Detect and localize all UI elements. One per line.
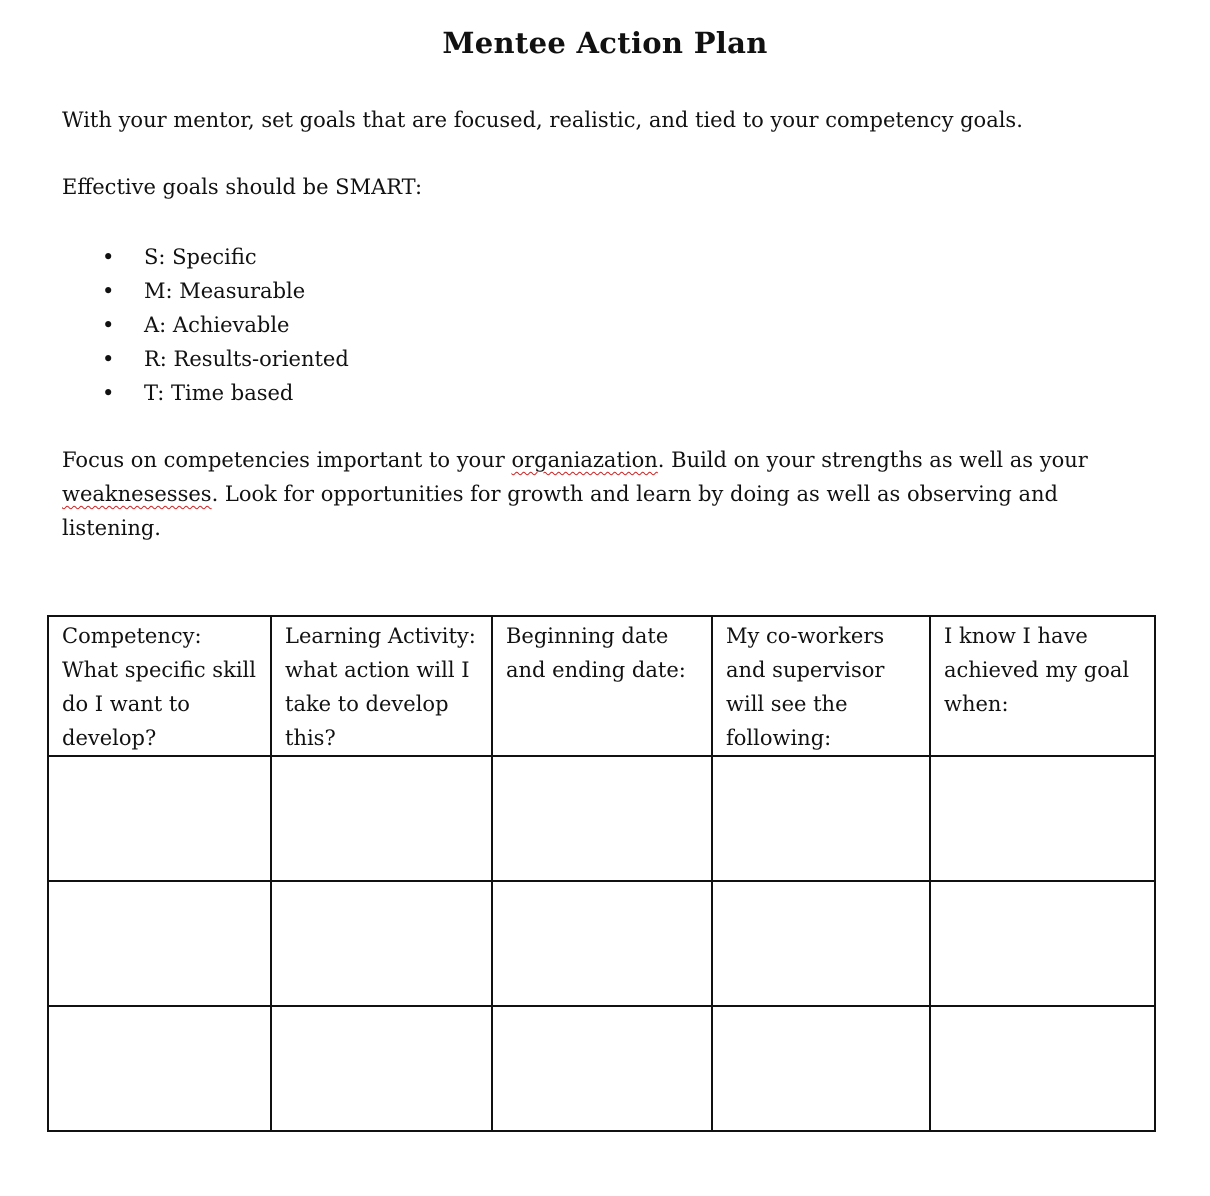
table-header-row — [48, 616, 1155, 756]
table-cell[interactable] — [48, 1006, 271, 1131]
smart-item-text: A: Achievable — [144, 313, 290, 337]
bullet-icon: • — [102, 347, 115, 371]
bullet-icon: • — [102, 313, 115, 337]
table-row — [48, 1006, 1155, 1131]
table-cell[interactable] — [48, 756, 271, 881]
misspelled-word[interactable]: weaknesesses — [62, 482, 212, 506]
table-cell[interactable] — [271, 756, 492, 881]
list-item — [100, 274, 349, 308]
table-cell[interactable] — [712, 1006, 930, 1131]
smart-item-text: T: Time based — [144, 381, 294, 405]
table-cell[interactable] — [712, 881, 930, 1006]
table-cell[interactable] — [48, 881, 271, 1006]
bullet-icon: • — [102, 381, 115, 405]
table-cell[interactable] — [271, 881, 492, 1006]
list-item — [100, 308, 349, 342]
focus-text-part: Focus on competencies important to your — [62, 448, 512, 472]
page-title: Mentee Action Plan — [442, 26, 768, 60]
table-cell[interactable] — [492, 881, 712, 1006]
misspelled-word[interactable]: organiazation — [511, 448, 658, 472]
table-cell[interactable] — [492, 756, 712, 881]
focus-text-part: . Look for opportunities for growth and learn by doing as well as observing and listening. — [62, 482, 1058, 540]
header-observers: My co-workers and supervisor will see the following: — [712, 616, 930, 756]
table-cell[interactable] — [492, 1006, 712, 1131]
table-row — [48, 756, 1155, 881]
list-item — [100, 376, 349, 410]
table-cell[interactable] — [271, 1006, 492, 1131]
smart-lead-paragraph: Effective goals should be SMART: — [62, 175, 423, 199]
smart-item-text: S: Specific — [144, 245, 257, 269]
table-cell[interactable] — [930, 881, 1155, 1006]
smart-list — [100, 240, 349, 410]
bullet-icon: • — [102, 279, 115, 303]
list-item — [100, 240, 349, 274]
table-cell[interactable] — [930, 756, 1155, 881]
header-learning-activity: Learning Activity: what action will I take to develop this? — [271, 616, 492, 756]
table-row — [48, 881, 1155, 1006]
header-competency: Competency: What specific skill do I want to develop? — [48, 616, 271, 756]
smart-item-text: R: Results-oriented — [144, 347, 349, 371]
action-plan-table — [47, 615, 1156, 1132]
table-cell[interactable] — [930, 1006, 1155, 1131]
intro-paragraph: With your mentor, set goals that are focused, realistic, and tied to your competency goals. — [62, 108, 1023, 132]
header-achievement: I know I have achieved my goal when: — [930, 616, 1155, 756]
bullet-icon: • — [102, 245, 115, 269]
list-item — [100, 342, 349, 376]
focus-text-part: . Build on your strengths as well as your — [657, 448, 1088, 472]
focus-paragraph — [62, 443, 1122, 545]
smart-item-text: M: Measurable — [144, 279, 306, 303]
table-cell[interactable] — [712, 756, 930, 881]
header-dates: Beginning date and ending date: — [492, 616, 712, 756]
